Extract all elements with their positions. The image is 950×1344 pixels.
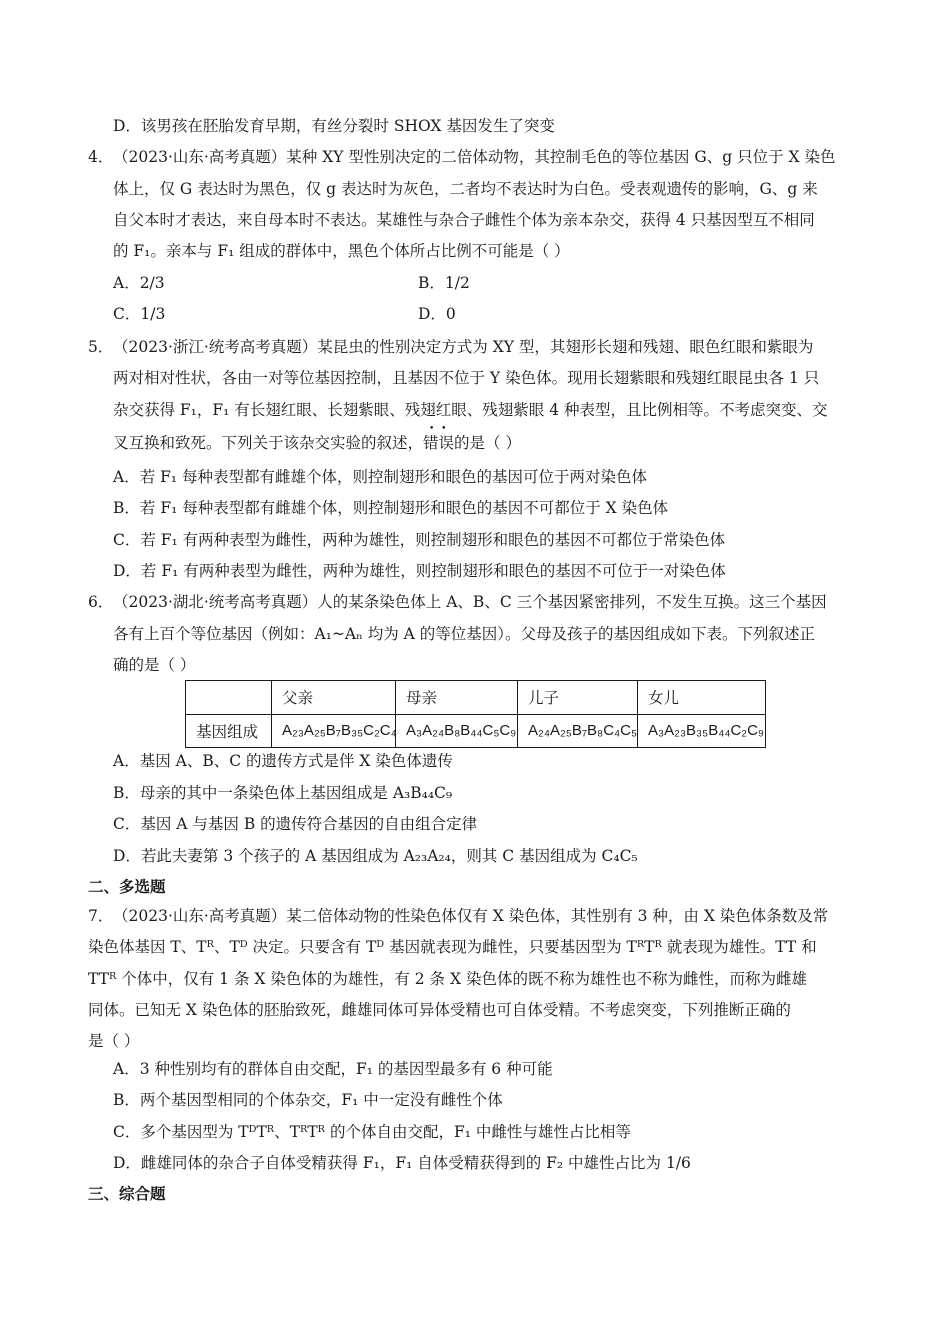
q4-number: 4． <box>88 148 114 166</box>
q5-option-c: C．若 F₁ 有两种表型为雌性，两种为雄性，则控制翅形和眼色的基因不可都位于常染色体 <box>113 531 726 549</box>
table-header-mother: 母亲 <box>396 681 518 715</box>
q4-line-3: 自父本时才表达，来自母本时不表达。某雄性与杂合子雌性个体为亲本杂交，获得 4 只基因型互不相同 <box>113 211 815 229</box>
q7-line-1: （2023·山东·高考真题）某二倍体动物的性染色体仅有 X 染色体，其性别有 3 种，由 X 染色体条数及常 <box>113 907 829 925</box>
q7-line-4: 同体。已知无 X 染色体的胚胎致死，雌雄同体可异体受精也可自体受精。不考虑突变，下列推断正确的 <box>88 1001 791 1019</box>
q6-option-a: A．基因 A、B、C 的遗传方式是伴 X 染色体遗传 <box>113 752 453 770</box>
q4-option-d: D．0 <box>418 305 456 323</box>
gene-table <box>185 680 766 748</box>
q3-option-d: D．该男孩在胚胎发育早期，有丝分裂时 SHOX 基因发生了突变 <box>113 117 555 135</box>
table-header-daughter: 女儿 <box>638 681 766 715</box>
q5-number: 5． <box>88 338 114 356</box>
table-header-cell <box>186 681 272 715</box>
section-heading-comprehensive: 三、综合题 <box>88 1184 166 1203</box>
q4-option-b: B．1/2 <box>418 274 470 292</box>
q4-option-c: C．1/3 <box>113 305 166 323</box>
q5-line-4-post: 的是（ ） <box>454 434 521 452</box>
q6-line-3: 确的是（ ） <box>113 656 196 674</box>
q5-option-b: B．若 F₁ 每种表型都有雌雄个体，则控制翅形和眼色的基因不可都位于 X 染色体 <box>113 499 669 517</box>
q4-line-1: （2023·山东·高考真题）某种 XY 型性别决定的二倍体动物，其控制毛色的等位基因 G、g 只位于 X 染色 <box>113 148 836 166</box>
q5-line-1: （2023·浙江·统考高考真题）某昆虫的性别决定方式为 XY 型，其翅形长翅和残翅、眼色红眼和紫眼为 <box>113 338 814 356</box>
q5-option-d: D．若 F₁ 有两种表型为雌性，两种为雄性，则控制翅形和眼色的基因不可位于一对染色体 <box>113 562 726 580</box>
q5-line-4 <box>113 433 521 453</box>
table-header-row <box>186 681 766 715</box>
table-header-son: 儿子 <box>518 681 638 715</box>
q7-line-3: TTᴿ 个体中，仅有 1 条 X 染色体的为雄性，有 2 条 X 染色体的既不称为雄性也不称为雌性，而称为雌雄 <box>88 970 807 988</box>
table-row-label: 基因组成 <box>186 714 272 748</box>
q7-option-b: B．两个基因型相同的个体杂交，F₁ 中一定没有雌性个体 <box>113 1091 503 1109</box>
q7-option-d: D．雌雄同体的杂合子自体受精获得 F₁，F₁ 自体受精获得到的 F₂ 中雄性占比为 1/6 <box>113 1154 691 1172</box>
q6-line-2: 各有上百个等位基因（例如：A₁~Aₙ 均为 A 的等位基因）。父母及孩子的基因组成如下表。下列叙述正 <box>113 625 816 643</box>
table-cell-son: A₂₄A₂₅B₇B₈C₄C₅ <box>518 714 638 748</box>
q6-option-d: D．若此夫妻第 3 个孩子的 A 基因组成为 A₂₃A₂₄，则其 C 基因组成为 C₄C₅ <box>113 847 638 865</box>
table-cell-father: A₂₃A₂₅B₇B₃₅C₂C₄ <box>272 714 396 748</box>
q5-line-3: 杂交获得 F₁，F₁ 有长翅红眼、长翅紫眼、残翅红眼、残翅紫眼 4 种表型，且比例相等。不考虑突变、交 <box>113 401 828 419</box>
table-cell-daughter: A₃A₂₃B₃₅B₄₄C₂C₉ <box>638 714 766 748</box>
q7-option-c: C．多个基因型为 TᴰTᴿ、TᴿTᴿ 的个体自由交配，F₁ 中雌性与雄性占比相等 <box>113 1123 631 1141</box>
q7-line-2: 染色体基因 T、Tᴿ、Tᴰ 决定。只要含有 Tᴰ 基因就表现为雌性，只要基因型为 TᴿTᴿ 就表现为雄性。TT 和 <box>88 938 817 956</box>
q5-option-a: A．若 F₁ 每种表型都有雌雄个体，则控制翅形和眼色的基因可位于两对染色体 <box>113 468 648 486</box>
q7-number: 7． <box>88 907 114 925</box>
q7-line-5: 是（ ） <box>88 1032 140 1050</box>
table-cell-mother: A₃A₂₄B₈B₄₄C₅C₉ <box>396 714 518 748</box>
q5-line-4-pre: 叉互换和致死。下列关于该杂交实验的叙述， <box>113 434 424 452</box>
section-heading-multi-choice: 二、多选题 <box>88 877 166 896</box>
q4-option-a: A．2/3 <box>113 274 165 292</box>
q6-option-c: C．基因 A 与基因 B 的遗传符合基因的自由组合定律 <box>113 815 478 833</box>
q4-line-4: 的 F₁。亲本与 F₁ 组成的群体中，黑色个体所占比例不可能是（ ） <box>113 242 570 260</box>
q6-line-1: （2023·湖北·统考高考真题）人的某条染色体上 A、B、C 三个基因紧密排列，不发生互换。这三个基因 <box>113 593 827 611</box>
q5-emphasis-wrong: • • 错误 <box>423 433 454 453</box>
q6-option-b: B．母亲的其中一条染色体上基因组成是 A₃B₄₄C₉ <box>113 784 453 802</box>
q7-option-a: A．3 种性别均有的群体自由交配，F₁ 的基因型最多有 6 种可能 <box>113 1060 553 1078</box>
q4-line-2: 体上，仅 G 表达时为黑色，仅 g 表达时为灰色，二者均不表达时为白色。受表观遗传的影响，G、g 来 <box>113 180 818 198</box>
table-row <box>186 714 766 748</box>
table-header-father: 父亲 <box>272 681 396 715</box>
q6-number: 6． <box>88 593 114 611</box>
q5-line-2: 两对相对性状，各由一对等位基因控制，且基因不位于 Y 染色体。现用长翅紫眼和残翅红眼昆虫各 1 只 <box>113 369 820 387</box>
